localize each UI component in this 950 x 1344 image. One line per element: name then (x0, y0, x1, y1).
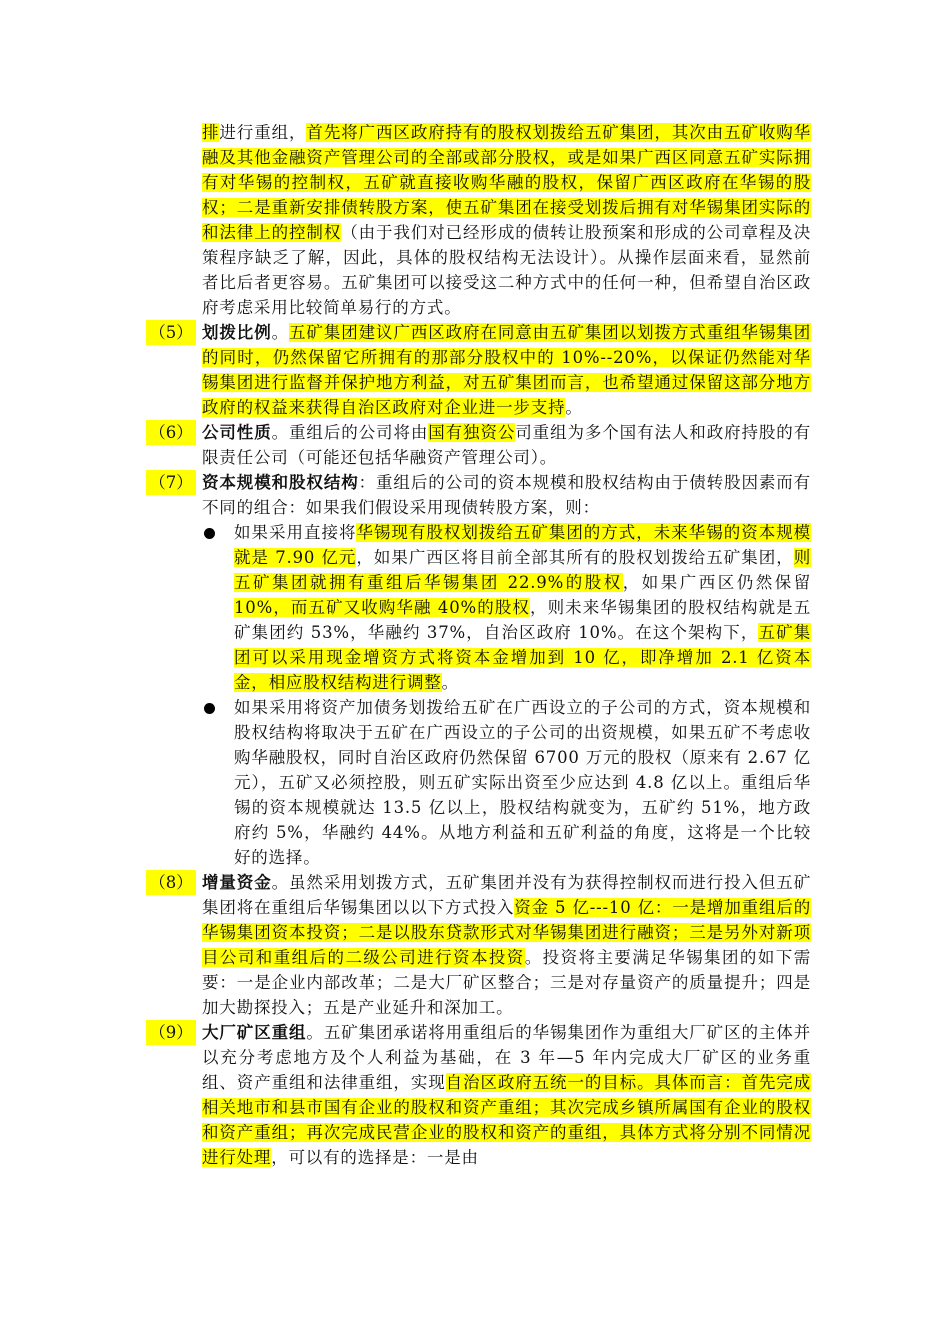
bullet-dot-icon (204, 528, 215, 539)
item-title: 大厂矿区重组 (202, 1023, 307, 1042)
text-run: （由于我们对已经形成的债转让股预案和形成的公司章程及决策程序缺乏了解，因此，具体的股权结构无法设计）。从操作层面来看，显然前者比后者更容易。五矿集团可以接受这二种方式中的任何一种，但希望自治区政府考虑采用比较简单易行的方式。 (202, 223, 811, 317)
text-run: 。投资将主要满足华锡集团的如下需要：一是企业内部改革；二是大厂矿区整合；三是对存量资产的质量提升；四是加大勘探投入；五是产业延升和深加工。 (202, 948, 811, 1017)
item-title: 划拨比例 (202, 323, 272, 342)
item-title: 公司性质 (202, 423, 272, 442)
continued-paragraph (146, 120, 811, 320)
numbered-item-8 (146, 870, 811, 1020)
text-run: 司重组为多个国有法人和政府持股的有限责任公司（可能还包括华融资产管理公司）。 (202, 423, 812, 467)
numbered-item-9 (146, 1020, 811, 1170)
item-number: （6） (146, 420, 196, 445)
item-title: 资本规模和股权结构 (202, 473, 359, 492)
text-run: 排 (202, 123, 220, 142)
item-number: （8） (146, 870, 196, 895)
text-run: 如果采用直接将 (234, 523, 357, 542)
text-run: 如果采用将资产加债务划拨给五矿在广西设立的子公司的方式，资本规模和股权结构将取决于五矿在广西设立的子公司的出资规模，如果五矿不考虑收购华融股权，同时自治区政府仍然保留 6700 万元的股权（原来有 2.67 亿元），五矿又必须控股，则五矿实际出资至少应达到 4.8 亿以上。重组后华锡的资本规模就达 13.5 亿以上，股权结构就变为，五矿约 51%，地方政府约 5%，华融约 44%。从地方利益和五矿利益的角度，这将是一个比较好的选择。 (234, 698, 811, 867)
numbered-item-6 (146, 420, 811, 470)
document-body (146, 120, 811, 1170)
highlighted-text: 华锡现有股权划拨给五矿集团的方式，未来华锡的资本规模就是 7.90 亿元 (234, 523, 811, 567)
text-run: 。 (271, 323, 290, 342)
bullet-dot-icon (204, 703, 215, 714)
text-run: 。 (441, 673, 459, 692)
text-run: ：重组后的公司的资本规模和股权结构由于债转股因素而有不同的组合：如果我们假设采用现债转股方案，则： (202, 473, 811, 517)
highlighted-text: 10%，而五矿又收购华融 40%的股权 (234, 598, 530, 617)
item-number: （7） (146, 470, 196, 495)
bullet-item-1 (146, 520, 811, 695)
item-number: （9） (146, 1020, 196, 1045)
item-number: （5） (146, 320, 196, 345)
highlighted-text: 自治区政府五统一的目标。具体而言：首先完成相关地市和县市国有企业的股权和资产重组；其次完成乡镇所属国有企业的股权和资产重组；再次完成民营企业的股权和资产的重组，具体方式将分别不同情况进行处理 (202, 1073, 811, 1167)
highlighted-text: 五矿集团建议广西区政府在同意由五矿集团以划拨方式重组华锡集团的同时，仍然保留它所拥有的那部分股权中的 10%--20%，以保证仍然能对华锡集团进行监督并保护地方利益，对五矿集团而言，也希望通过保留这部分地方政府的权益来获得自治区政府对企业进一步支持 (202, 323, 812, 417)
numbered-item-5 (146, 320, 811, 420)
text-run: ，可以有的选择是：一是由 (271, 1148, 479, 1167)
text-run: 进行重组， (219, 123, 307, 142)
highlighted-text: 首先将广西区政府持有的股权划拨给五矿集团，其次由五矿收购华融及其他金融资产管理公司的全部或部分股权，或是如果广西区同意五矿实际拥有对华锡的控制权，五矿就直接收购华融的股权，保留广西区政府在华锡的股权；二是重新安排债转股方案，使五矿集团在接受划拨后拥有对华锡集团实际的和法律上的控制权 (202, 123, 811, 242)
text-run: ，如果广西区将目前全部其所有的股权划拨给五矿集团， (356, 548, 794, 567)
highlighted-text: 资金 5 亿---10 亿：一是增加重组后的华锡集团资本投资；二是以股东贷款形式对华锡集团进行融资；三是另外对新项目公司和重组后的二级公司进行资本投资 (202, 898, 811, 967)
text-run: 。五矿集团承诺将用重组后的华锡集团作为重组大厂矿区的主体并以充分考虑地方及个人利益为基础，在 3 年—5 年内完成大厂矿区的业务重组、资产重组和法律重组，实现 (202, 1023, 811, 1092)
highlighted-text: 五矿集团可以采用现金增资方式将资本金增加到 10 亿，即净增加 2.1 亿资本金，相应股权结构进行调整 (234, 623, 811, 692)
item-title: 增量资金 (202, 873, 272, 892)
highlighted-text: 国有独资公 (428, 423, 516, 442)
numbered-item-7 (146, 470, 811, 520)
bullet-item-2 (146, 695, 811, 870)
text-run: 。虽然采用划拨方式，五矿集团并没有为获得控制权而进行投入但五矿集团将在重组后华锡集团以以下方式投入 (202, 873, 811, 917)
text-run: ，则未来华锡集团的股权结构就是五矿集团约 53%，华融约 37%，自治区政府 10%。在这个架构下， (234, 598, 811, 642)
highlighted-text: 则五矿集团就拥有重组后华锡集团 22.9%的股权 (234, 548, 812, 592)
text-run: 。重组后的公司将由 (271, 423, 429, 442)
text-run: ，如果广西区仍然保留 (622, 573, 812, 592)
text-run: 。 (565, 398, 583, 417)
